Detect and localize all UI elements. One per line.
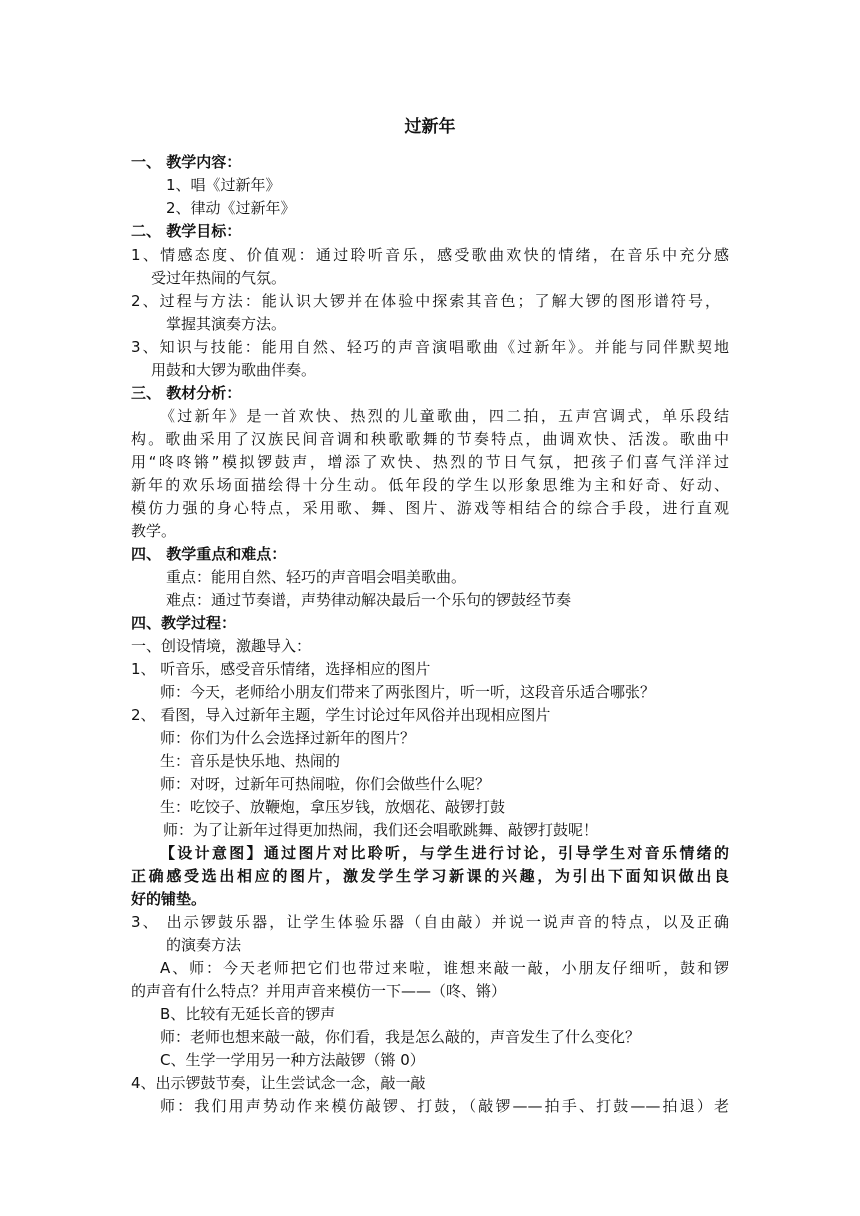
- teacher-line-2: 师：你们为什么会选择过新年的图片？: [160, 729, 416, 747]
- content-item-1: 1、唱《过新年》: [166, 176, 281, 194]
- section-heading-content: 一、 教学内容：: [131, 153, 242, 171]
- analysis-line-3: 用“咚咚锵”模拟锣鼓声，增添了欢快、热烈的节日气氛，把孩子们喜气洋洋过: [131, 453, 729, 471]
- teacher-line-5: 师：老师也想来敲一敲，你们看，我是怎么敲的，声音发生了什么变化？: [160, 1028, 641, 1046]
- document-title: 过新年: [404, 117, 456, 137]
- analysis-line-2: 构。歌曲采用了汉族民间音调和秧歌歌舞的节奏特点，曲调欢快、活泼。歌曲中: [131, 430, 729, 448]
- process-subheading: 一、创设情境，激趣导入：: [131, 637, 312, 655]
- objective-3-line-2: 用鼓和大锣为歌曲伴奏。: [151, 361, 317, 379]
- process-step-2: 2、 看图，导入过新年主题，学生讨论过年风俗并出现相应图片: [131, 706, 551, 724]
- analysis-line-4: 新年的欢乐场面描绘得十分生动。低年段的学生以形象思维为主和好奇、好动、: [131, 476, 729, 494]
- process-step-3-line-2: 的演奏方法: [166, 936, 242, 954]
- design-intent-line-2: 正确感受选出相应的图片，激发学生学习新课的兴趣，为引出下面知识做出良: [131, 867, 729, 885]
- objective-2-line-1: 2、过程与方法：能认识大锣并在体验中探索其音色；了解大锣的图形谱符号，: [131, 292, 720, 310]
- activity-a-line-2: 的声音有什么特点？并用声音来模仿一下——（咚、锵）: [131, 982, 507, 1000]
- student-line-1: 生：音乐是快乐地、热闹的: [160, 752, 341, 770]
- design-intent-line-1: 【设计意图】通过图片对比聆听，与学生进行讨论，引导学生对音乐情绪的: [160, 844, 729, 862]
- section-heading-analysis: 三、 教材分析：: [131, 384, 242, 402]
- section-heading-key-points: 四、 教学重点和难点：: [131, 545, 287, 563]
- student-line-2: 生：吃饺子、放鞭炮，拿压岁钱，放烟花、敲锣打鼓: [160, 798, 506, 816]
- process-step-1: 1、 听音乐，感受音乐情绪，选择相应的图片: [131, 660, 431, 678]
- activity-c: C、生学一学用另一种方法敲锣（锵 0）: [160, 1051, 425, 1069]
- section-heading-objectives: 二、 教学目标：: [131, 222, 242, 240]
- process-step-3-line-1: 3、 出示锣鼓乐器，让学生体验乐器（自由敲）并说一说声音的特点，以及正确: [131, 913, 729, 931]
- key-point-line: 重点：能用自然、轻巧的声音唱会唱美歌曲。: [166, 568, 467, 586]
- objective-1-line-2: 受过年热闹的气氛。: [151, 269, 287, 287]
- activity-b: B、比较有无延长音的锣声: [160, 1005, 336, 1023]
- analysis-line-5: 模仿力强的身心特点，采用歌、舞、图片、游戏等相结合的综合手段，进行直观: [131, 499, 729, 517]
- objective-1-line-1: 1、情感态度、价值观：通过聆听音乐，感受歌曲欢快的情绪，在音乐中充分感: [131, 246, 729, 264]
- objective-2-line-2: 掌握其演奏方法。: [166, 315, 287, 333]
- teacher-line-1: 师：今天，老师给小朋友们带来了两张图片，听一听，这段音乐适合哪张？: [160, 683, 656, 701]
- teacher-line-4: 师：为了让新年过得更加热闹，我们还会唱歌跳舞、敲锣打鼓呢！: [163, 821, 599, 839]
- section-heading-process: 四、教学过程：: [131, 614, 237, 632]
- difficult-point-line: 难点：通过节奏谱，声势律动解决最后一个乐句的锣鼓经节奏: [166, 591, 572, 609]
- process-step-4: 4、出示锣鼓节奏，让生尝试念一念，敲一敲: [131, 1074, 426, 1092]
- activity-a-line-1: A、师：今天老师把它们也带过来啦，谁想来敲一敲，小朋友仔细听，鼓和锣: [160, 959, 729, 977]
- analysis-line-1: 《过新年》是一首欢快、热烈的儿童歌曲，四二拍，五声宫调式，单乐段结: [160, 407, 729, 425]
- teacher-line-6: 师：我们用声势动作来模仿敲锣、打鼓，（敲锣——拍手、打鼓——拍退）老: [160, 1097, 729, 1115]
- design-intent-line-3: 好的铺垫。: [131, 890, 207, 908]
- analysis-line-6: 教学。: [131, 522, 177, 540]
- teacher-line-3: 师：对呀，过新年可热闹啦，你们会做些什么呢？: [160, 775, 491, 793]
- content-item-2: 2、律动《过新年》: [166, 199, 296, 217]
- objective-3-line-1: 3、知识与技能：能用自然、轻巧的声音演唱歌曲《过新年》。并能与同伴默契地: [131, 338, 729, 356]
